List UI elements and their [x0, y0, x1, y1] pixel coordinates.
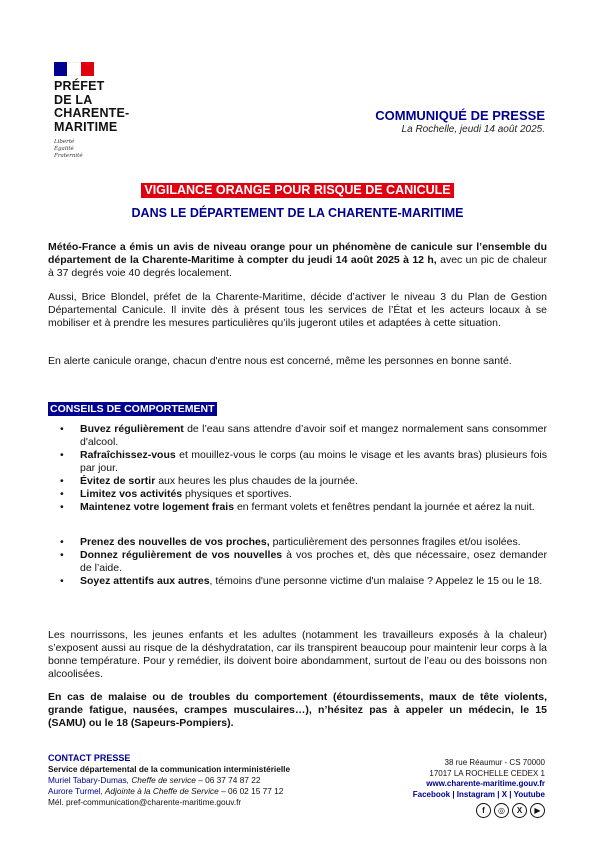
- list-item: • Buvez régulièrement de l’eau sans attendre d’avoir soif et mangez normalement sans consommer d'alcool.: [60, 423, 547, 448]
- social-links-text[interactable]: Facebook | Instagram | X | Youtube: [412, 789, 545, 799]
- emergency-paragraph: En cas de malaise ou de troubles du comportement (étourdissements, maux de tête violents, grande fatigue, nausées, crampes musculaires…), n’hésitez pas à appeler un médecin, le 15 (SAMU) ou le 18 (Sapeurs-Pompiers).: [48, 691, 547, 729]
- social-icons: [476, 803, 545, 818]
- advice-list-personal: [48, 423, 547, 514]
- advice-list-solidarity: [48, 536, 547, 588]
- contact-role: , Cheffe de service: [126, 775, 196, 785]
- marianne-flag-icon: [54, 62, 94, 76]
- advice-section-title-text: CONSEILS DE COMPORTEMENT: [50, 403, 215, 415]
- alert-concern-paragraph: En alerte canicule orange, chacun d'entre nous est concerné, même les personnes en bonne santé.: [48, 355, 512, 367]
- bullet-icon: •: [60, 536, 64, 548]
- contact-name: Muriel Tabary-Dumas: [48, 775, 127, 785]
- bullet-icon: •: [60, 488, 64, 500]
- x-icon[interactable]: X: [512, 803, 527, 818]
- contact-line-2: [48, 786, 290, 797]
- intro-bold-text: Météo-France a émis un avis de niveau orange pour un phénomène de canicule sur l’ensemble du département de la Charente-Maritime à compter du jeudi 14 août 2025 à 12 h,: [48, 241, 547, 266]
- contact-line-1: [48, 775, 290, 786]
- contact-service: Service départemental de la communication interministérielle: [48, 764, 291, 774]
- plan-paragraph: Aussi, Brice Blondel, préfet de la Charente-Maritime, décide d’activer le niveau 3 du Plan de Gestion Départemental Canicule. Il invite dès à présent tous les services de l’État et les acteurs locaux à se mobiliser et à prendre les mesures particulières qu’ils jugeront utiles et adaptées à cette situation.: [48, 291, 547, 329]
- republic-motto: Liberté Égalité Fraternité: [54, 139, 83, 159]
- bullet-icon: •: [60, 549, 64, 561]
- press-release-date: La Rochelle, jeudi 14 août 2025.: [401, 124, 545, 135]
- prefecture-address-block: [413, 758, 545, 800]
- list-item: • Rafraîchissez-vous et mouillez-vous le corps (au moins le visage et les avants bras) plusieurs fois par jour.: [60, 449, 547, 474]
- list-item: • Prenez des nouvelles de vos proches, particulièrement des personnes fragiles et/ou isolées.: [60, 536, 521, 548]
- press-contact-block: [48, 753, 290, 808]
- facebook-icon[interactable]: f: [476, 803, 491, 818]
- list-item: • Limitez vos activités physiques et sportives.: [60, 488, 292, 500]
- prefecture-logo: [54, 62, 164, 160]
- contact-email[interactable]: Mél. pref-communication@charente-maritime.gouv.fr: [48, 797, 242, 807]
- contact-title: CONTACT PRESSE: [48, 753, 131, 763]
- alert-headline: [0, 181, 595, 199]
- bullet-icon: •: [60, 449, 64, 461]
- alert-headline-text: VIGILANCE ORANGE POUR RISQUE DE CANICULE: [141, 183, 453, 198]
- intro-rest-text: avec un pic de chaleur à 37 degrés voie 40 degrés localement.: [48, 254, 548, 279]
- contact-phone: – 06 37 74 87 22: [195, 775, 261, 785]
- contact-role: , Adjointe à la Cheffe de Service: [100, 786, 219, 796]
- contact-name: Aurore Turmel: [48, 786, 101, 796]
- youtube-icon[interactable]: ▶: [530, 803, 545, 818]
- list-item: • Soyez attentifs aux autres, témoins d'une personne victime d'un malaise ? Appelez le 15 ou le 18.: [60, 575, 543, 587]
- list-item: • Donnez régulièrement de vos nouvelles à vos proches et, dès que nécessaire, osez demander de l’aide.: [60, 549, 547, 574]
- prefecture-name: PRÉFET DE LA CHARENTE- MARITIME: [54, 79, 130, 134]
- bullet-icon: •: [60, 501, 64, 513]
- bullet-icon: •: [60, 575, 64, 587]
- press-release-title: COMMUNIQUÉ DE PRESSE: [375, 108, 545, 123]
- list-item: • Maintenez votre logement frais en fermant volets et fenêtres pendant la journée et aérez la nuit.: [60, 501, 535, 513]
- bullet-icon: •: [60, 475, 64, 487]
- contact-phone: – 06 02 15 77 12: [218, 786, 284, 796]
- alert-subheadline: DANS LE DÉPARTEMENT DE LA CHARENTE-MARITIME: [131, 206, 464, 220]
- intro-paragraph: [48, 241, 547, 280]
- press-release-header: [375, 108, 545, 137]
- instagram-icon[interactable]: ◎: [494, 803, 509, 818]
- bullet-icon: •: [60, 423, 64, 435]
- address-line-2: 17017 LA ROCHELLE CEDEX 1: [429, 768, 545, 778]
- website-link[interactable]: www.charente-maritime.gouv.fr: [426, 779, 545, 788]
- list-item: • Évitez de sortir aux heures les plus chaudes de la journée.: [60, 475, 358, 487]
- address-line-1: 38 rue Réaumur - CS 70000: [444, 758, 545, 767]
- dehydration-paragraph: Les nourrissons, les jeunes enfants et les adultes (notamment les travailleurs exposés à la chaleur) s’exposent aussi au risque de la déshydratation, car ils transpirent beaucoup pour maintenir leur corps à la bonne température. Pour y remédier, ils doivent boire abondamment, surtout de l’eau ou des boissons non alcoolisées.: [48, 629, 547, 680]
- advice-section-title: [48, 399, 217, 417]
